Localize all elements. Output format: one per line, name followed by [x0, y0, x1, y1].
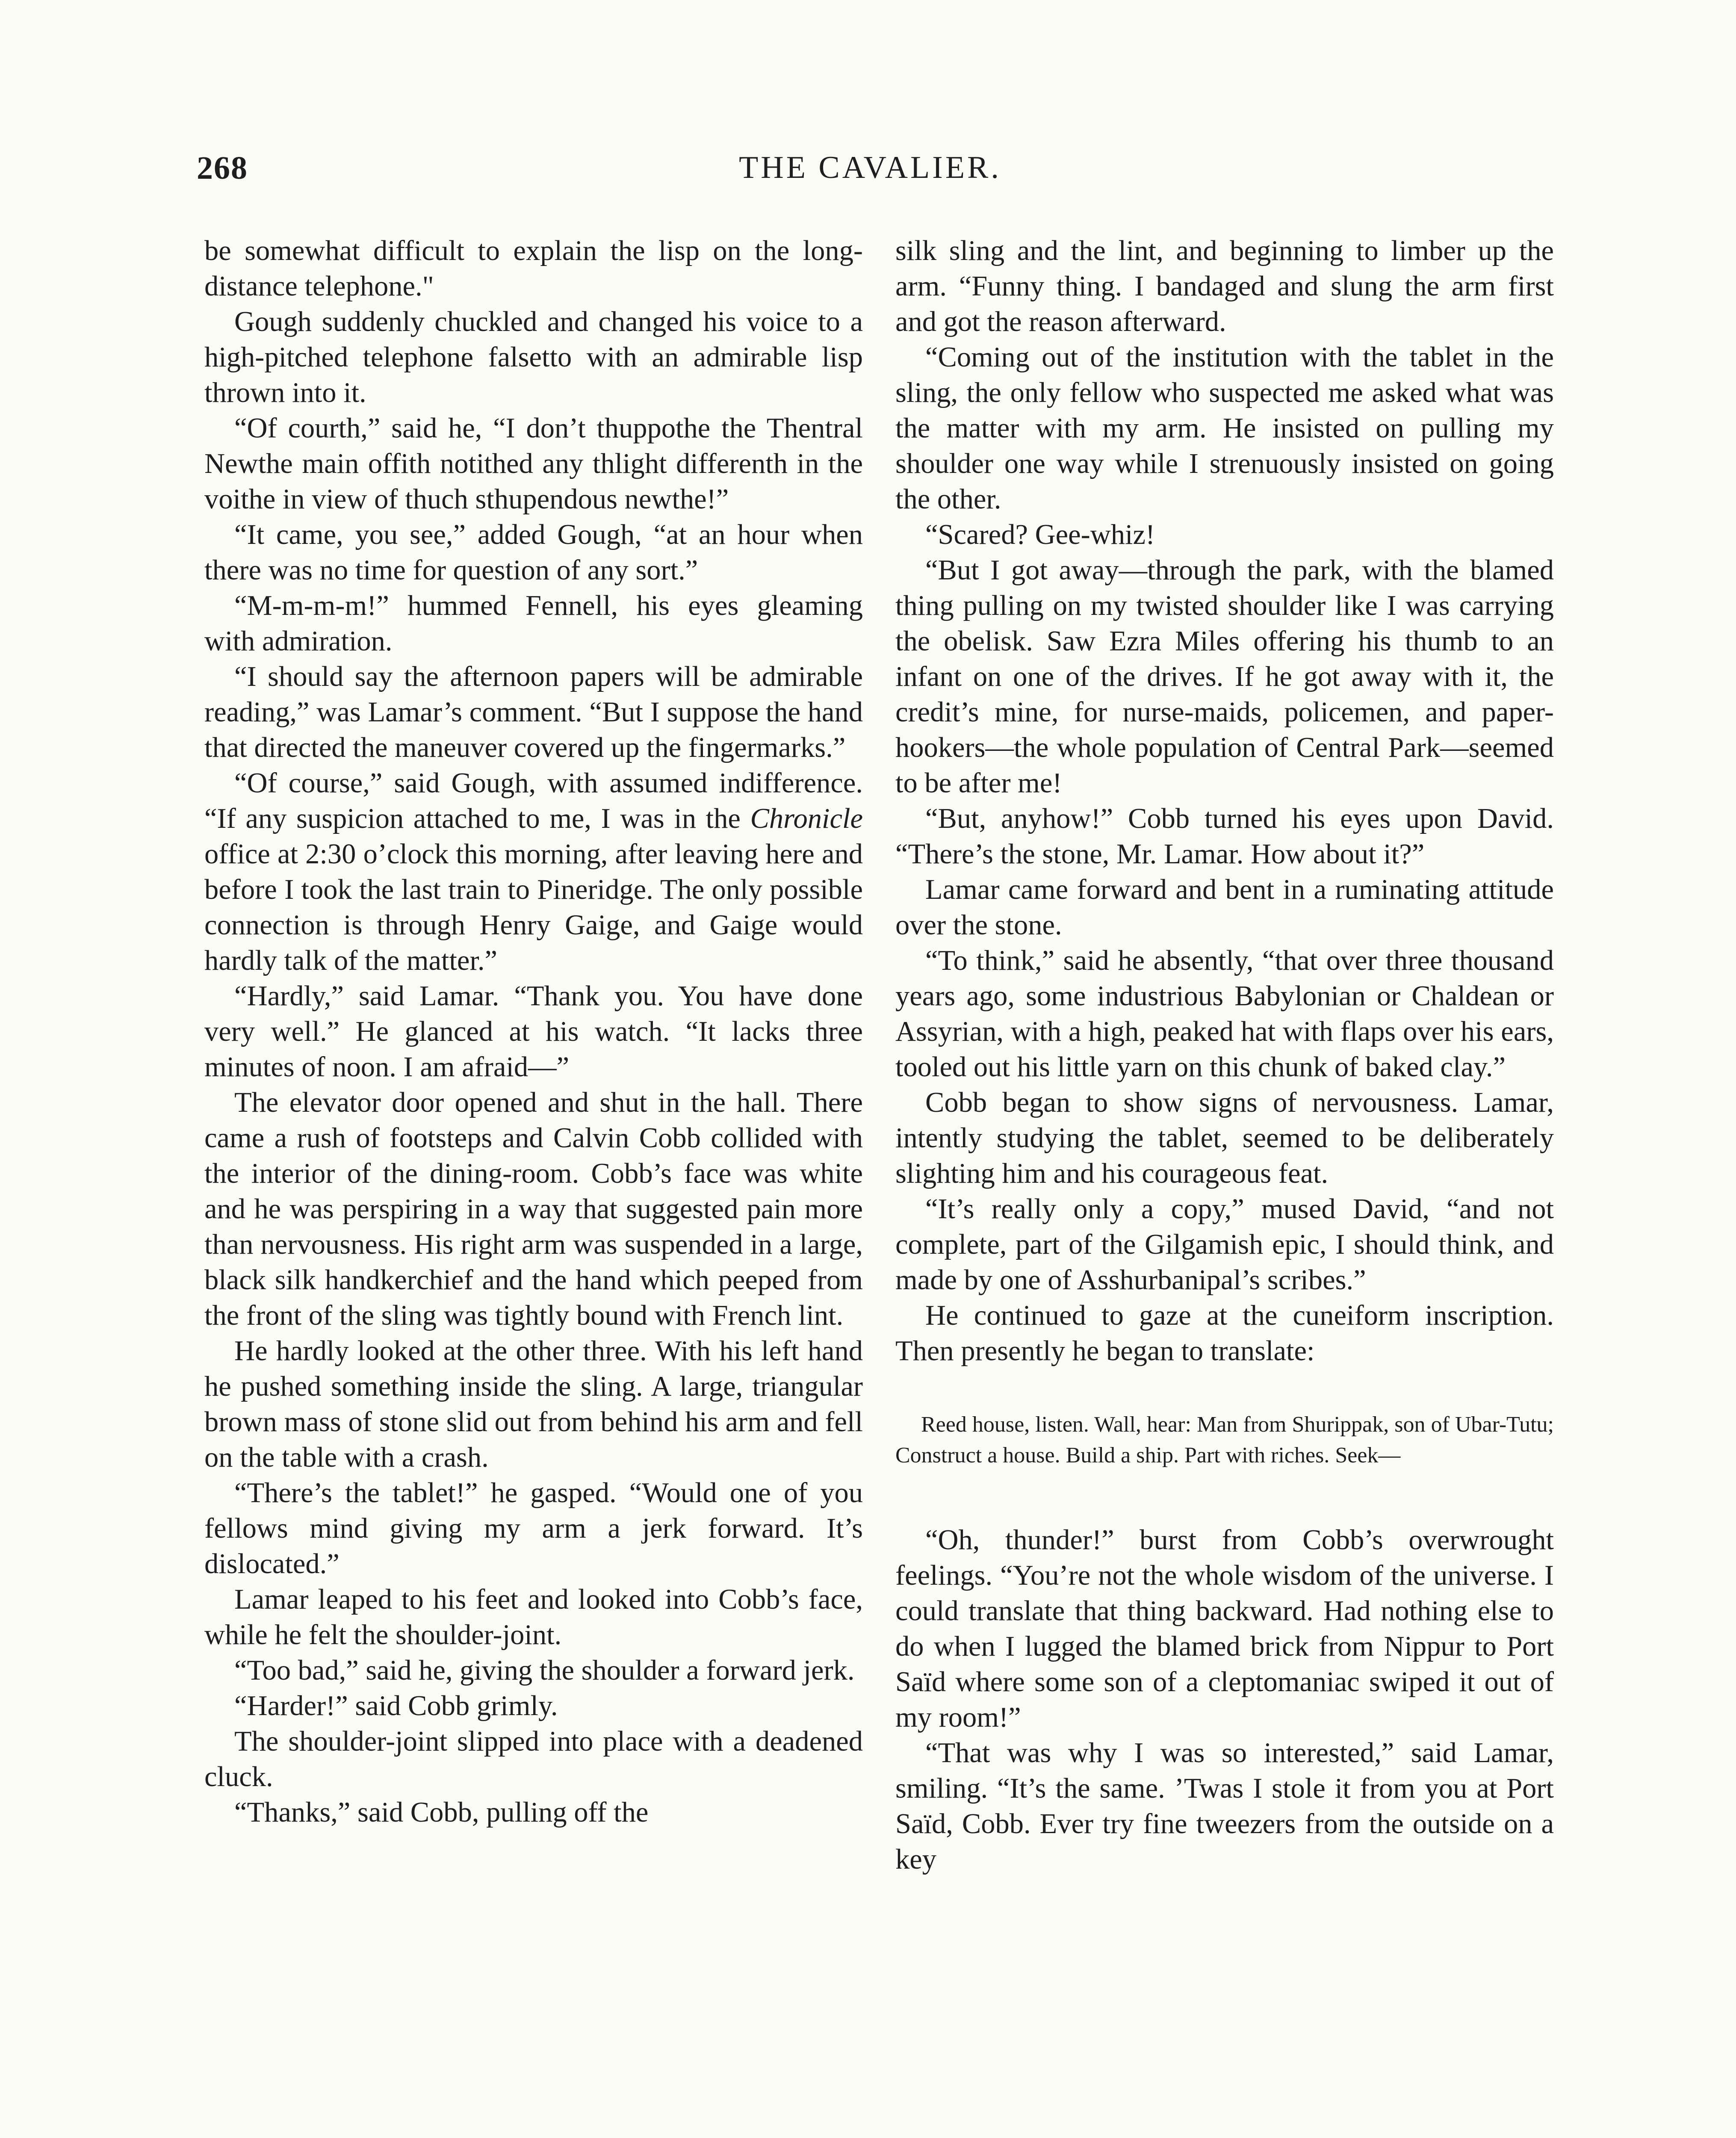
newspaper-name: Chronicle [750, 803, 863, 834]
paragraph: “It’s really only a copy,” mused David, “and not complete, part of the Gilgamish epic, I should think, and made by one of Asshurbanipal’s scribes.” [895, 1193, 1554, 1296]
paragraph: The elevator door opened and shut in the hall. There came a rush of footsteps and Calvin Cobb collided with the interior of the dining-room. Cobb’s face was white and he was perspiring in a way that suggested pain more than nervousness. His right arm was suspended in a large, black silk handkerchief and the hand which peeped from the front of the sling was tightly bound with French lint. [204, 1087, 863, 1331]
paragraph: “That was why I was so interested,” said Lamar, smiling. “It’s the same. ’Twas I stole it from you at Port Saïd, Cobb. Ever try fine tweezers from the outside on a key [895, 1737, 1554, 1875]
paragraph: “Of course,” said Gough, with assumed indifference. “If any suspicion attached to me, I was in the Chronicle office at 2:30 o’clock this morning, after leaving here and before I took the last train to Pineridge. The only possible connection is through Henry Gaige, and Gaige would hardly talk of the matter.” [204, 768, 863, 976]
paragraph: “But, anyhow!” Cobb turned his eyes upon David. “There’s the stone, Mr. Lamar. How about it?” [895, 803, 1554, 870]
left-column [204, 233, 863, 1830]
page-header [197, 150, 1544, 197]
paragraph: He hardly looked at the other three. With his left hand he pushed something inside the sling. A large, triangular brown mass of stone slid out from behind his arm and fell on the table with a crash. [204, 1335, 863, 1473]
paragraph: “Harder!” said Cobb grimly. [234, 1690, 558, 1722]
paragraph: “Of courth,” said he, “I don’t thuppothe the Thentral Newthe main offith notithed any thlight differenth in the voithe in view of thuch sthupendous newthe!” [204, 413, 863, 515]
block-quote: Reed house, listen. Wall, hear: Man from Shurippak, son of Ubar-Tutu; Construct a house. Build a ship. Part with riches. Seek— [895, 1412, 1554, 1468]
paragraph: “Thanks,” said Cobb, pulling off the [234, 1797, 649, 1828]
paragraph: “M-m-m-m!” hummed Fennell, his eyes gleaming with admiration. [204, 590, 863, 657]
paragraph: The shoulder-joint slipped into place with a deadened cluck. [204, 1726, 863, 1792]
paragraph: “It came, you see,” added Gough, “at an hour when there was no time for question of any sort.” [204, 519, 863, 586]
page-number: 268 [197, 150, 248, 186]
paragraph: Lamar came forward and bent in a ruminating attitude over the stone. [895, 874, 1554, 941]
paragraph: “Hardly,” said Lamar. “Thank you. You have done very well.” He glanced at his watch. “It lacks three minutes of noon. I am afraid—” [204, 980, 863, 1083]
paragraph: Cobb began to show signs of nervousness. Lamar, intently studying the tablet, seemed to be deliberately slighting him and his courageous feat. [895, 1087, 1554, 1189]
running-title: THE CAVALIER. [739, 150, 1001, 185]
paragraph: Lamar leaped to his feet and looked into Cobb’s face, while he felt the shoulder-joint. [204, 1584, 863, 1651]
paragraph: “But I got away—through the park, with the blamed thing pulling on my twisted shoulder like I was carrying the obelisk. Saw Ezra Miles offering his thumb to an infant on one of the drives. If he got away with it, the credit’s mine, for nurse-maids, policemen, and paper-hookers—the whole population of Central Park—seemed to be after me! [895, 555, 1554, 799]
paragraph: “Too bad,” said he, giving the shoulder a forward jerk. [234, 1655, 855, 1686]
paragraph: silk sling and the lint, and beginning to limber up the arm. “Funny thing. I bandaged and slung the arm first and got the reason afterward. [895, 235, 1554, 337]
paragraph: “To think,” said he absently, “that over three thousand years ago, some industrious Babylonian or Chaldean or Assyrian, with a high, peaked hat with flaps over his ears, tooled out his little yarn on this chunk of baked clay.” [895, 945, 1554, 1083]
paragraph: “Scared? Gee-whiz! [925, 519, 1155, 550]
right-column [895, 233, 1554, 1877]
paragraph: “There’s the tablet!” he gasped. “Would one of you fellows mind giving my arm a jerk forward. It’s dislocated.” [204, 1477, 863, 1580]
paragraph: be somewhat difficult to explain the lisp on the long-distance telephone." [204, 235, 863, 302]
paragraph: “Coming out of the institution with the tablet in the sling, the only fellow who suspected me asked what was the matter with my arm. He insisted on pulling my shoulder one way while I strenuously insisted on going the other. [895, 342, 1554, 515]
paragraph: “I should say the afternoon papers will be admirable reading,” was Lamar’s comment. “But I suppose the hand that directed the maneuver covered up the fingermarks.” [204, 661, 863, 763]
paragraph: He continued to gaze at the cuneiform inscription. Then presently he began to translate: [895, 1300, 1554, 1367]
paragraph: Gough suddenly chuckled and changed his voice to a high-pitched telephone falsetto with an admirable lisp thrown into it. [204, 306, 863, 408]
paragraph: “Oh, thunder!” burst from Cobb’s overwrought feelings. “You’re not the whole wisdom of the universe. I could translate that thing backward. Had nothing else to do when I lugged the blamed brick from Nippur to Port Saïd where some son of a cleptomaniac swiped it out of my room!” [895, 1524, 1554, 1733]
